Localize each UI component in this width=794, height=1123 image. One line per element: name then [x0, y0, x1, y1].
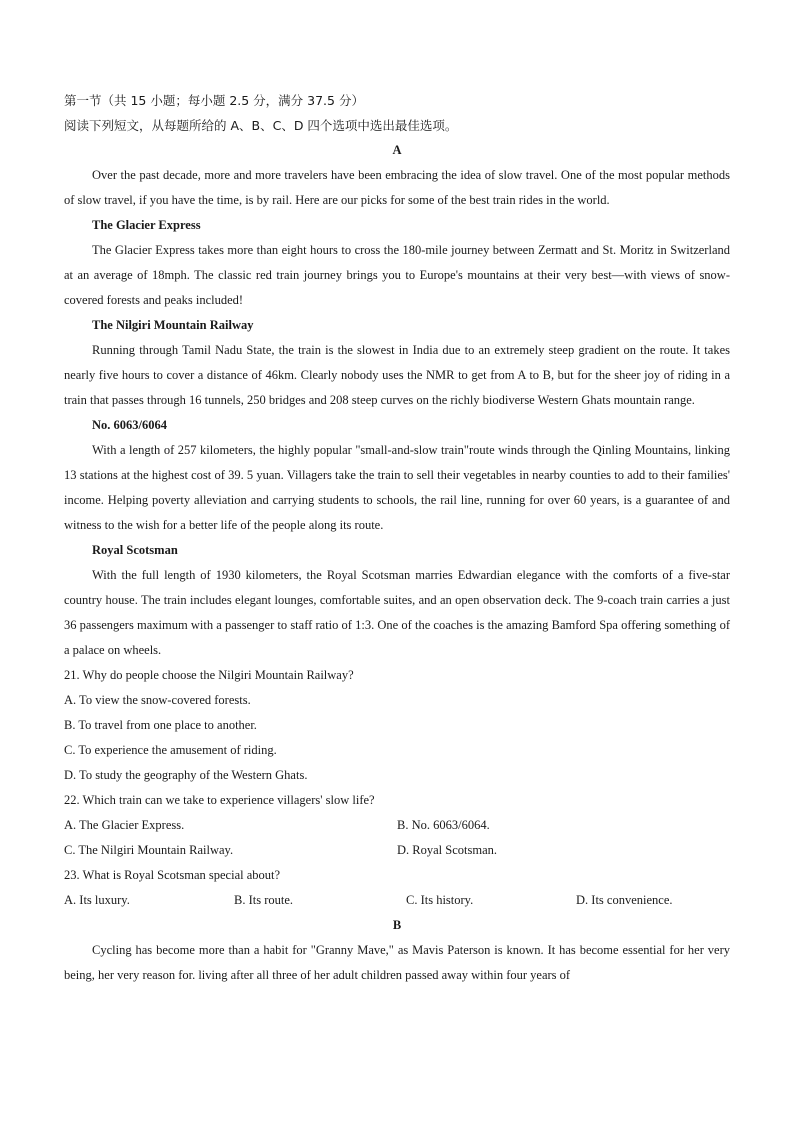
section-title-nilgiri: The Nilgiri Mountain Railway [92, 318, 254, 332]
question-21-option-c: C. To experience the amusement of riding. [64, 743, 277, 757]
section-title-glacier-express: The Glacier Express [92, 218, 201, 232]
exam-page [64, 88, 730, 988]
question-23-stem: 23. What is Royal Scotsman special about? [64, 868, 281, 882]
section-body-nilgiri: Running through Tamil Nadu State, the train is the slowest in India due to an extremely steep gradient on the route. It takes nearly five hours to cover a distance of 46km. Clearly nobody uses the NMR to get from A to B, but for the sheer joy of riding in a train that passes through 16 tunnels, 250 bridges and 208 steep curves on the richly biodiverse Western Ghats mountain range. [64, 343, 730, 407]
question-22-option-a: A. The Glacier Express. [64, 818, 185, 832]
passage-a-intro: Over the past decade, more and more travelers have been embracing the idea of slow travel. One of the most popular methods of slow travel, if you have the time, is by rail. Here are our picks for some of the best train rides in the world. [64, 168, 730, 207]
question-23-option-c: C. Its history. [406, 893, 474, 907]
section-header: 第一节（共 15 小题；每小题 2.5 分，满分 37.5 分） [64, 93, 364, 108]
question-23-options [64, 888, 730, 913]
section-body-6063-6064: With a length of 257 kilometers, the highly popular "small-and-slow train"route winds through the Qinling Mountains, linking 13 stations at the highest cost of 39. 5 yuan. Villagers take the train to sell their vegetables in nearby counties to add to their families' income. Helping poverty alleviation and carrying students to schools, the rail line, running for over 60 years, is a guarantee of and witness to the wish for a better life of the people along its route. [64, 443, 730, 532]
section-body-royal-scotsman: With the full length of 1930 kilometers, the Royal Scotsman marries Edwardian elegance with the comforts of a five-star country house. The train includes elegant lounges, comfortable suites, and an open observation deck. The 9-coach train carries a just 36 passengers maximum with a passenger to staff ratio of 1:3. One of the coaches is the amazing Bamford Spa offering something of a palace on wheels. [64, 568, 730, 657]
question-23-option-d: D. Its convenience. [576, 893, 673, 907]
question-22-option-b: B. No. 6063/6064. [397, 818, 490, 832]
question-22-option-c: C. The Nilgiri Mountain Railway. [64, 843, 234, 857]
question-22-option-d: D. Royal Scotsman. [397, 843, 497, 857]
instruction-text: 阅读下列短文，从每题所给的 A、B、C、D 四个选项中选出最佳选项。 [64, 118, 458, 133]
question-22-options-row-2 [64, 838, 730, 863]
question-21-option-a: A. To view the snow-covered forests. [64, 693, 251, 707]
question-23-option-b: B. Its route. [234, 893, 294, 907]
section-title-royal-scotsman: Royal Scotsman [92, 543, 178, 557]
question-21-option-d: D. To study the geography of the Western Ghats. [64, 768, 308, 782]
section-body-glacier-express: The Glacier Express takes more than eight hours to cross the 180-mile journey between Zermatt and St. Moritz in Switzerland at an average of 18mph. The classic red train journey brings you to Europe's mountains at their very best—with views of snow-covered forests and peaks included! [64, 243, 730, 307]
question-21-stem: 21. Why do people choose the Nilgiri Mountain Railway? [64, 668, 354, 682]
question-22-stem: 22. Which train can we take to experience villagers' slow life? [64, 793, 375, 807]
section-title-6063-6064: No. 6063/6064 [92, 418, 167, 432]
passage-a-label: A [392, 143, 402, 157]
passage-b-intro: Cycling has become more than a habit for "Granny Mave," as Mavis Paterson is known. It has become essential for her very being, her very reason for. living after all three of her adult children passed away within four years of [64, 943, 730, 982]
question-22-options-row-1 [64, 813, 730, 838]
question-21-option-b: B. To travel from one place to another. [64, 718, 257, 732]
question-23-option-a: A. Its luxury. [64, 893, 130, 907]
passage-b-label: B [392, 918, 402, 932]
